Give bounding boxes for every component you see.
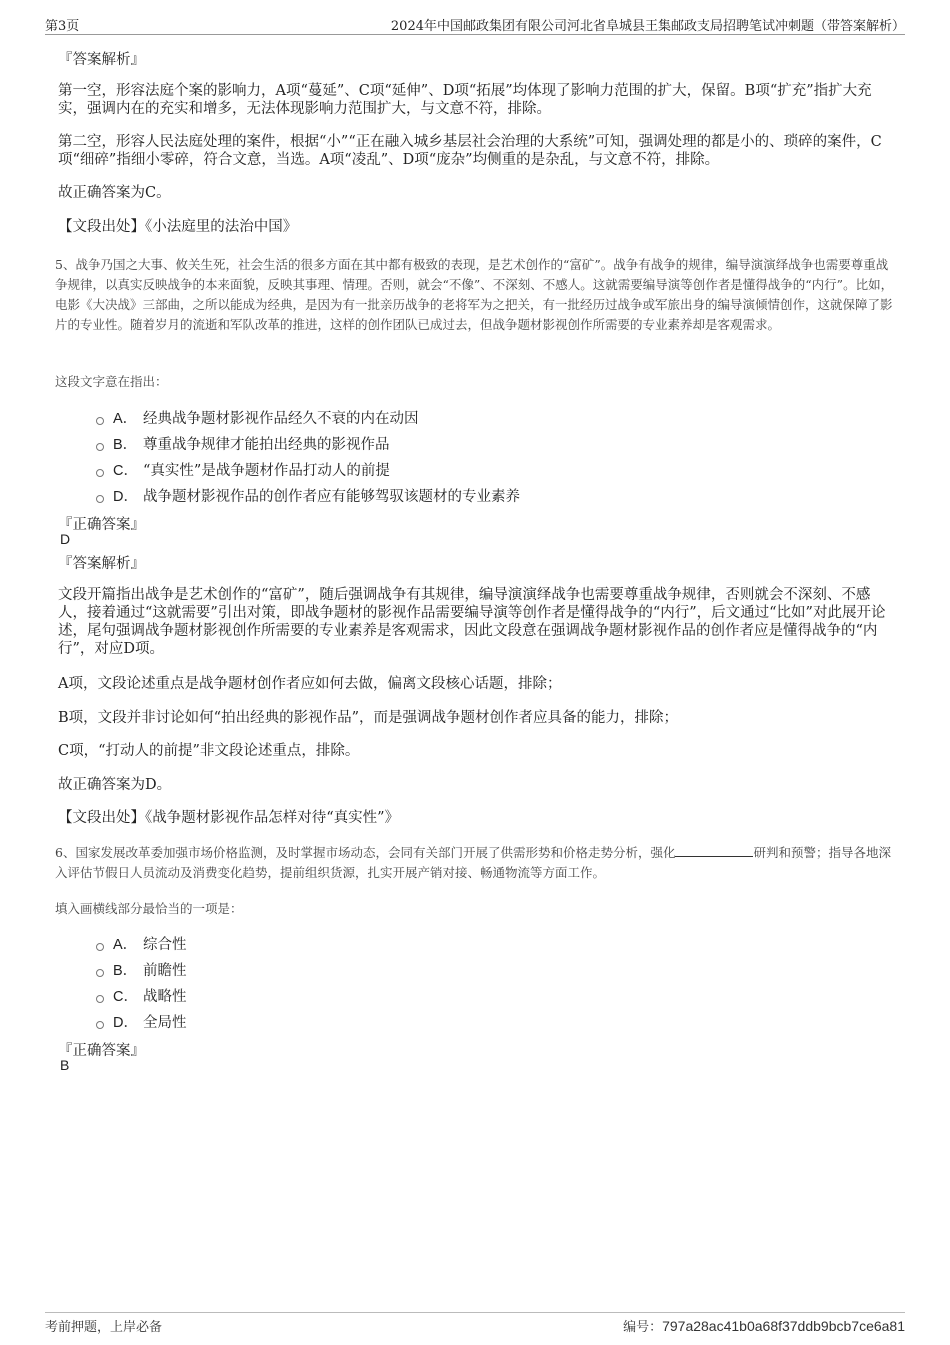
q5-analysis-pa: A项，文段论述重点是战争题材创作者应如何去做，偏离文段核心话题，排除； <box>58 676 562 692</box>
radio-icon[interactable] <box>96 943 104 951</box>
q5-analysis-pb: B项，文段并非讨论如何“拍出经典的影视作品”，而是强调战争题材创作者应具备的能力，排除； <box>58 710 678 726</box>
q6-option-c[interactable]: C． 战略性 <box>96 985 187 1006</box>
radio-icon[interactable] <box>96 443 104 451</box>
q5-source: 【文段出处】《战争题材影视作品怎样对待“真实性”》 <box>58 810 400 826</box>
q5-option-c[interactable]: C． “真实性”是战争题材作品打动人的前提 <box>96 459 390 480</box>
q5-option-b[interactable]: B． 尊重战争规律才能拍出经典的影视作品 <box>96 433 390 454</box>
radio-icon[interactable] <box>96 969 104 977</box>
q5-answer: D <box>60 531 71 547</box>
radio-icon[interactable] <box>96 417 104 425</box>
radio-icon[interactable] <box>96 1021 104 1029</box>
q5-analysis-p1: 文段开篇指出战争是艺术创作的“富矿”，随后强调战争有其规律，编导演演绎战争也需要尊重战争规律，否则就会不深刻、不感人，接着通过“这就需要”引出对策，即战争题材的影视作品需要编导演等创作者是懂得战争的“内行”，后文通过“比如”对此展开论述，尾句强调战争题材影视创作所需要的专业素养是客观需求，因此文段意在强调战争题材影视作品的创作者应是懂得战争的“内行”，对应D项。 <box>58 587 886 657</box>
q4-analysis-p2: 第二空，形容人民法庭处理的案件，根据“小”“正在融入城乡基层社会治理的大系统”可知，强调处理的都是小的、琐碎的案件，C项“细碎”指细小零碎，符合文意，当选。A项“凌乱”、D项“庞杂”均侧重的是杂乱，与文意不符，排除。 <box>58 134 882 168</box>
radio-icon[interactable] <box>96 995 104 1003</box>
page-footer <box>45 1312 905 1333</box>
document-code: 编号：797a28ac41b0a68f37ddb9bcb7ce6a81 <box>623 1318 905 1335</box>
document-title: 2024年中国邮政集团有限公司河北省阜城县王集邮政支局招聘笔试冲刺题（带答案解析） <box>390 19 905 34</box>
fill-blank <box>675 844 753 857</box>
q6-option-d[interactable]: D． 全局性 <box>96 1011 187 1032</box>
q6-answer: B <box>60 1057 70 1073</box>
q5-option-a[interactable]: A． 经典战争题材影视作品经久不衰的内在动因 <box>96 407 419 428</box>
q5-conclusion: 故正确答案为D。 <box>58 777 172 793</box>
q5-option-d[interactable]: D． 战争题材影视作品的创作者应有能够驾驭该题材的专业素养 <box>96 485 520 506</box>
q5-analysis-label: 『答案解析』 <box>58 556 145 572</box>
q5-answer-label: 『正确答案』 <box>58 517 145 533</box>
q4-analysis-p1: 第一空，形容法庭个案的影响力，A项“蔓延”、C项“延伸”、D项“拓展”均体现了影响力范围的扩大，保留。B项“扩充”指扩大充实，强调内在的充实和增多，无法体现影响力范围扩大，与文意不符，排除。 <box>58 83 872 117</box>
q6-option-b[interactable]: B． 前瞻性 <box>96 959 187 980</box>
q6-prompt: 填入画横线部分最恰当的一项是： <box>55 901 243 916</box>
q4-analysis-label: 『答案解析』 <box>58 52 145 68</box>
q6-stem: 6、国家发展改革委加强市场价格监测，及时掌握市场动态，会同有关部门开展了供需形势和价格走势分析，强化 研判和预警；指导各地深入评估节假日人员流动及消费变化趋势，提前组织货源，扎实开展产销对接、畅通物流等方面工作。 <box>55 845 891 880</box>
q5-prompt: 这段文字意在指出： <box>55 374 168 389</box>
footer-slogan: 考前押题，上岸必备 <box>45 1320 163 1335</box>
page-header <box>45 14 905 35</box>
q5-analysis-pc: C项，“打动人的前提”非文段论述重点，排除。 <box>58 743 360 759</box>
q5-stem: 5、战争乃国之大事、攸关生死，社会生活的很多方面在其中都有极致的表现，是艺术创作的“富矿”。战争有战争的规律，编导演演绎战争也需要尊重战争规律，以真实反映战争的本来面貌，反映其事理、情理。否则，就会“不像”、不深刻、不感人。这就需要编导演等创作者是懂得战争的“内行”。比如，电影《大决战》三部曲，之所以能成为经典，是因为有一批亲历战争的老将军为之把关，有一批经历过战争或军旅出身的编导演倾情创作，这就保障了影片的专业性。随着岁月的流逝和军队改革的推进，这样的创作团队已成过去，但战争题材影视创作所需要的专业素养却是客观需求。 <box>55 257 894 332</box>
radio-icon[interactable] <box>96 469 104 477</box>
radio-icon[interactable] <box>96 495 104 503</box>
q4-source: 【文段出处】《小法庭里的法治中国》 <box>58 219 298 235</box>
q4-conclusion: 故正确答案为C。 <box>58 185 171 201</box>
page-number: 第3页 <box>45 19 80 34</box>
q6-answer-label: 『正确答案』 <box>58 1043 145 1059</box>
q6-option-a[interactable]: A． 综合性 <box>96 933 187 954</box>
